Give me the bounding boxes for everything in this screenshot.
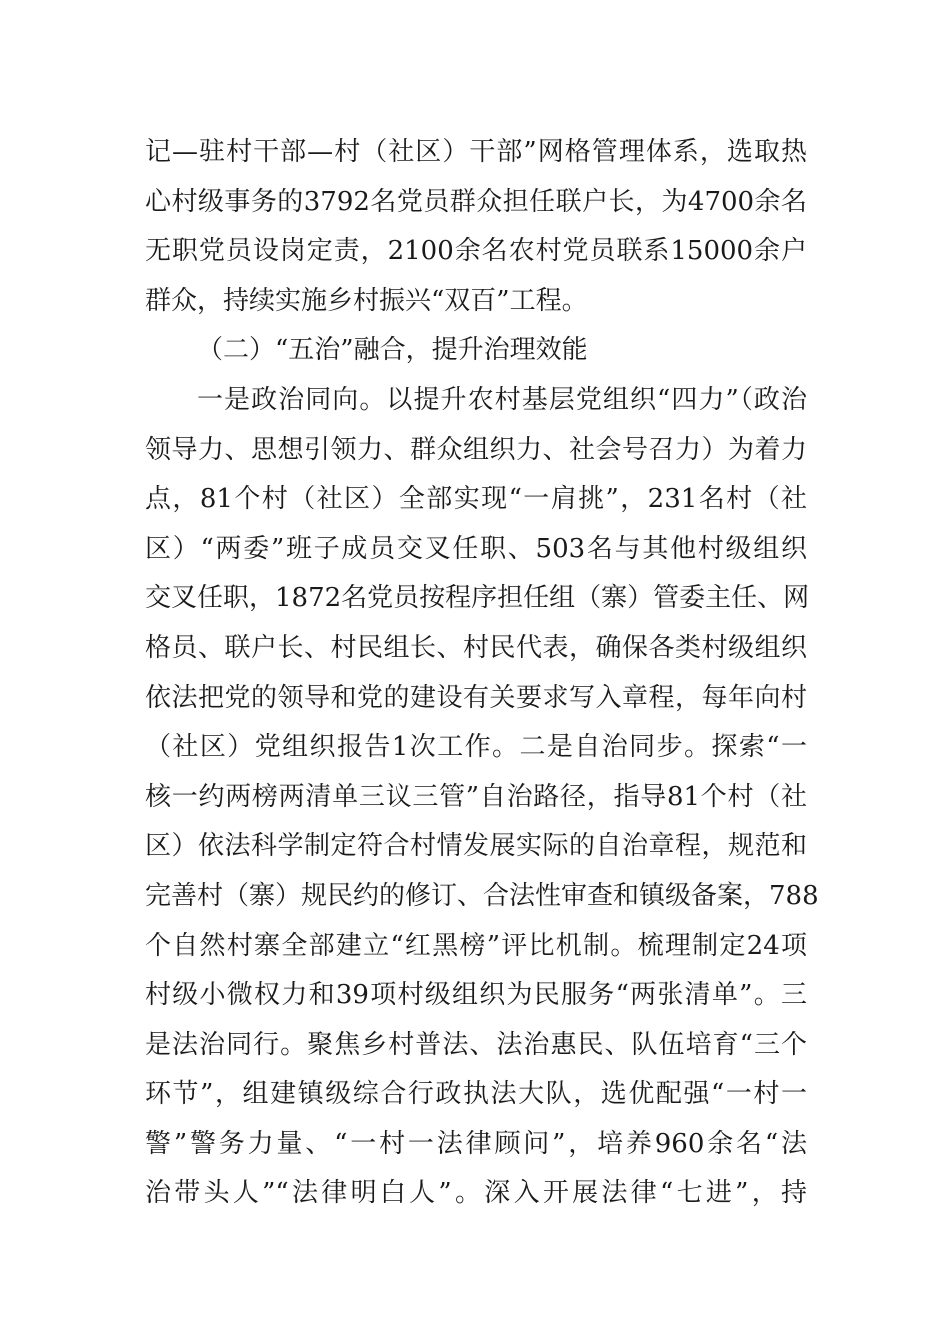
text-line: 群众，持续实施乡村振兴“双百”工程。	[145, 285, 588, 316]
text-line: （社区）党组织报告1次工作。二是自治同步。探索“一	[145, 732, 807, 763]
text-line: 核一约两榜两清单三议三管”自治路径，指导81个村（社	[145, 781, 807, 812]
text-line: 交叉任职，1872名党员按程序担任组（寨）管委主任、网	[145, 583, 810, 614]
text-line: 是法治同行。聚焦乡村普法、法治惠民、队伍培育“三个	[145, 1029, 807, 1060]
text-line: 无职党员设岗定责，2100余名农村党员联系15000余户	[145, 236, 807, 267]
text-line: 村级小微权力和39项村级组织为民服务“两张清单”。三	[145, 980, 807, 1011]
text-line: 区）“两委”班子成员交叉任职、503名与其他村级组织	[145, 533, 807, 564]
text-line: 心村级事务的3792名党员群众担任联户长，为4700余名	[145, 186, 807, 217]
text-line: 个自然村寨全部建立“红黑榜”评比机制。梳理制定24项	[145, 930, 807, 961]
text-line: 环节”，组建镇级综合行政执法大队，选优配强“一村一	[145, 1079, 807, 1110]
heading-text: （二）“五治”融合，提升治理效能	[197, 335, 588, 366]
text-line: 治带头人”“法律明白人”。深入开展法律“七进”，持	[145, 1178, 807, 1209]
text-line: 警”警务力量、“一村一法律顾问”，培养960余名“法	[145, 1128, 807, 1159]
text-line: 一是政治同向。以提升农村基层党组织“四力”（政治	[197, 384, 807, 415]
document-body	[145, 128, 819, 1219]
text-line: 依法把党的领导和党的建设有关要求写入章程，每年向村	[145, 682, 807, 713]
text-line: 点，81个村（社区）全部实现“一肩挑”，231名村（社	[145, 484, 807, 515]
text-line: 格员、联户长、村民组长、村民代表，确保各类村级组织	[145, 632, 807, 663]
text-line: 区）依法科学制定符合村情发展实际的自治章程，规范和	[145, 831, 807, 862]
text-line: 领导力、思想引领力、群众组织力、社会号召力）为着力	[145, 434, 807, 465]
section-heading	[145, 326, 807, 376]
text-line: 记—驻村干部—村（社区）干部”网格管理体系，选取热	[145, 137, 807, 167]
paragraph-continued	[145, 128, 807, 326]
text-line: 完善村（寨）规民约的修订、合法性审查和镇级备案，788	[145, 880, 819, 911]
paragraph-body	[145, 376, 819, 1219]
